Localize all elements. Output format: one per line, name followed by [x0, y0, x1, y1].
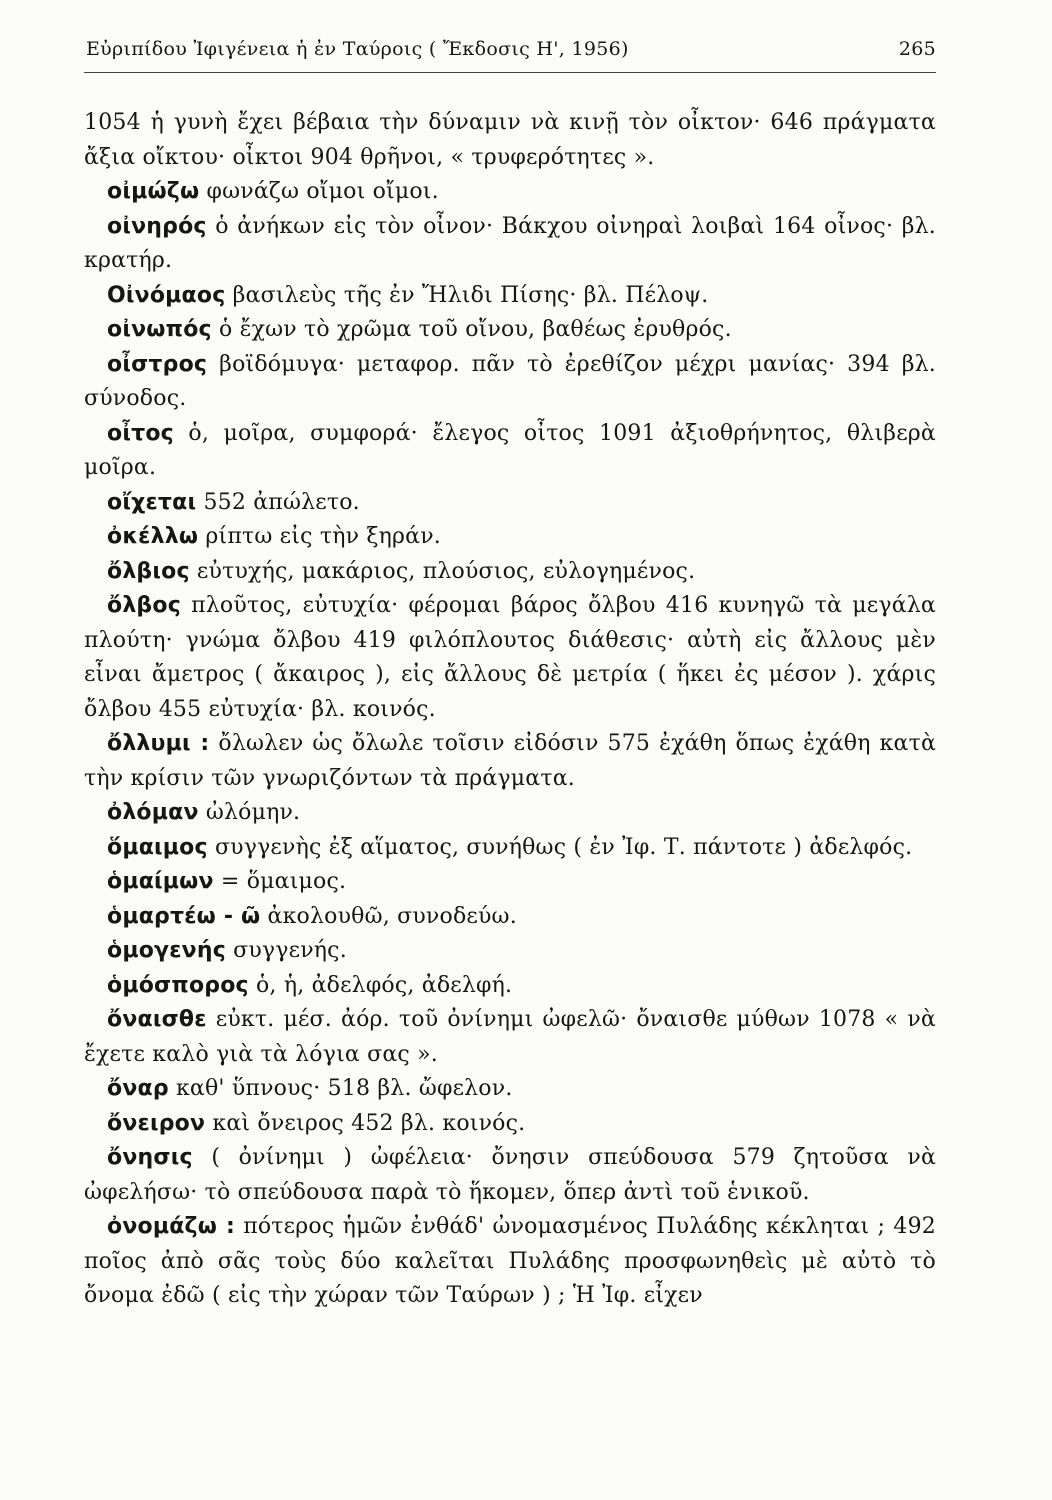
- lexicon-entry: [84, 555, 936, 590]
- lexicon-body: [84, 106, 936, 1314]
- headword: ὀλόμαν: [107, 800, 199, 825]
- lexicon-entry: [84, 727, 936, 796]
- headword: ὄναισθε: [107, 1007, 207, 1032]
- entry-text: βασιλεὺς τῆς ἐν Ἤλιδι Πίσης· βλ. Πέλοψ.: [232, 282, 709, 308]
- lexicon-entry: [84, 279, 936, 314]
- lexicon-entry: [84, 1141, 936, 1210]
- entry-text: ( ὀνίνημι ) ὠφέλεια· ὄνησιν σπεύδουσα 579 ζητοῦσα νὰ ὠφελήσω· τὸ σπεύδουσα παρὰ τὸ ἥκομεν, ὅπερ ἀντὶ τοῦ ἑνικοῦ.: [84, 1145, 936, 1205]
- entry-text: συγγενής.: [233, 938, 347, 963]
- lexicon-entry: [84, 175, 936, 210]
- headword: ὁμαίμων: [107, 869, 214, 894]
- running-header: [86, 38, 936, 68]
- entry-text: ὠλόμην.: [205, 800, 301, 825]
- headword: οἰμώζω: [107, 179, 200, 204]
- headword: ὄλλυμι :: [107, 731, 210, 756]
- running-title: Εὐριπίδου Ἰφιγένεια ἡ ἐν Ταύροις ( Ἔκδοσις Η', 1956): [86, 38, 629, 60]
- entry-text: καθ' ὕπνους· 518 βλ. ὤφελον.: [175, 1076, 513, 1101]
- entry-text: ὁ, ἡ, ἀδελφός, ἀδελφή.: [255, 972, 513, 998]
- headword: Οἰνόμαος: [107, 282, 226, 308]
- headword: οἴχεται: [107, 489, 197, 515]
- entry-text: ὁ ἀνήκων εἰς τὸν οἶνον· Βάκχου οἰνηραὶ λοιβαὶ 164 οἶνος· βλ. κρατήρ.: [84, 213, 936, 273]
- entry-text: ὁ, μοῖρα, συμφορά· ἔλεγος οἶτος 1091 ἀξιοθρήνητος, θλιβερὰ μοῖρα.: [84, 420, 936, 480]
- entry-text: 552 ἀπώλετο.: [203, 489, 360, 515]
- entry-text: 1054 ἡ γυνὴ ἔχει βέβαια τὴν δύναμιν νὰ κινῇ τὸν οἶκτον· 646 πράγματα ἄξια οἴκτου· οἶκτοι 904 θρῆνοι, « τρυφερότητες ».: [84, 110, 936, 170]
- entry-text: ὄλωλεν ὡς ὄλωλε τοῖσιν εἰδόσιν 575 ἐχάθη ὅπως ἐχάθη κατὰ τὴν κρίσιν τῶν γνωριζόντων τὰ πράγματα.: [84, 731, 936, 791]
- lexicon-entry: [84, 1003, 936, 1072]
- lexicon-entry: [84, 934, 936, 969]
- page-number: 265: [898, 38, 936, 60]
- entry-text: φωνάζω οἴμοι οἴμοι.: [206, 179, 439, 204]
- headword: ὄναρ: [107, 1076, 169, 1101]
- headword: ὁμογενής: [107, 938, 226, 963]
- headword: ὄλβιος: [107, 558, 190, 584]
- lexicon-entry: [84, 210, 936, 279]
- entry-text: ὁ ἔχων τὸ χρῶμα τοῦ οἴνου, βαθέως ἐρυθρός.: [218, 317, 732, 342]
- lexicon-entry: [84, 831, 936, 866]
- entry-text: εὐκτ. μέσ. ἀόρ. τοῦ ὀνίνημι ὠφελῶ· ὄναισθε μύθων 1078 « νὰ ἔχετε καλὸ γιὰ τὰ λόγια σας ».: [84, 1007, 936, 1067]
- lexicon-entry: [84, 106, 936, 175]
- lexicon-entry: [84, 900, 936, 935]
- entry-text: πλοῦτος, εὐτυχία· φέρομαι βάρος ὄλβου 416 κυνηγῶ τὰ μεγάλα πλούτη· γνώμα ὄλβου 419 φιλόπλουτος διάθεσις· αὐτὴ εἰς ἄλλους μὲν εἶναι ἄμετρος ( ἄκαιρος ), εἰς ἄλλους δὲ μετρία ( ἥκει ἐς μέσον ). χάρις ὄλβου 455 εὐτυχία· βλ. κοινός.: [84, 593, 936, 722]
- entry-text: καὶ ὄνειρος 452 βλ. κοινός.: [212, 1110, 526, 1136]
- lexicon-entry: [84, 796, 936, 831]
- lexicon-entry: [84, 1072, 936, 1107]
- lexicon-entry: [84, 589, 936, 727]
- header-rule: [84, 72, 936, 73]
- headword: ὀνομάζω :: [107, 1214, 235, 1239]
- headword: ὄνησις: [107, 1145, 193, 1170]
- headword: οἰνωπός: [107, 317, 212, 342]
- entry-text: βοϊδόμυγα· μεταφορ. πᾶν τὸ ἐρεθίζον μέχρι μανίας· 394 βλ. σύνοδος.: [84, 351, 937, 411]
- lexicon-entry: [84, 969, 936, 1004]
- headword: οἰνηρός: [107, 213, 207, 239]
- headword: οἶστρος: [107, 351, 208, 377]
- lexicon-entry: [84, 417, 936, 486]
- entry-text: εὐτυχής, μακάριος, πλούσιος, εὐλογημένος.: [196, 558, 696, 584]
- headword: ὅμαιμος: [107, 834, 208, 860]
- entry-text: = ὅμαιμος.: [220, 869, 347, 894]
- headword: ὁμόσπορος: [107, 972, 249, 998]
- lexicon-entry: [84, 486, 936, 521]
- lexicon-entry: [84, 1210, 936, 1314]
- headword: οἶτος: [107, 420, 174, 446]
- entry-text: πότερος ἡμῶν ἐνθάδ' ὠνομασμένος Πυλάδης κέκληται ; 492 ποῖος ἀπὸ σᾶς τοὺς δύο καλεῖται Πυλάδης προσφωνηθεὶς μὲ αὐτὸ τὸ ὄνομα ἐδῶ ( εἰς τὴν χώραν τῶν Ταύρων ) ; Ἡ Ἰφ. εἶχεν: [84, 1214, 936, 1308]
- entry-text: ρίπτω εἰς τὴν ξηράν.: [205, 524, 441, 549]
- headword: ὄλβος: [107, 593, 181, 618]
- lexicon-entry: [84, 520, 936, 555]
- entry-text: ἀκολουθῶ, συνοδεύω.: [267, 903, 517, 929]
- headword: ὄνειρον: [107, 1110, 206, 1136]
- lexicon-entry: [84, 1107, 936, 1142]
- entry-text: συγγενὴς ἐξ αἵματος, συνήθως ( ἐν Ἰφ. Τ. πάντοτε ) ἀδελφός.: [214, 834, 913, 860]
- headword: ὁμαρτέω - ῶ: [107, 903, 261, 929]
- lexicon-entry: [84, 313, 936, 348]
- headword: ὀκέλλω: [107, 524, 199, 549]
- lexicon-entry: [84, 865, 936, 900]
- lexicon-entry: [84, 348, 936, 417]
